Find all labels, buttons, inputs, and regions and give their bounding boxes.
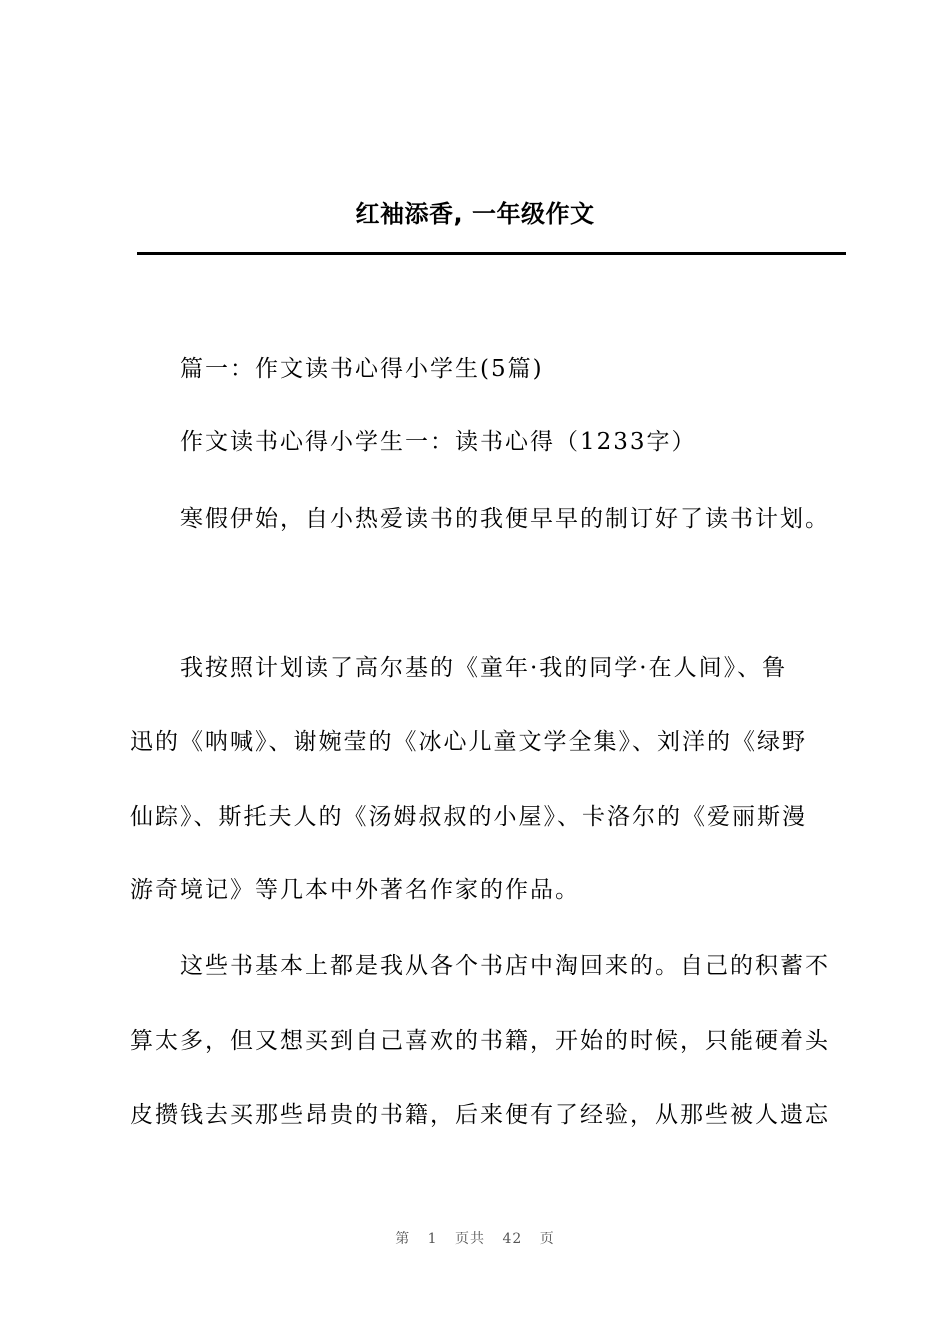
section-heading: 篇一：作文读书心得小学生(5篇)	[180, 356, 544, 382]
footer-total-pages: 42	[502, 1231, 523, 1247]
footer-page-number: 1	[427, 1231, 438, 1247]
footer-middle: 页共	[455, 1231, 486, 1247]
title-divider	[137, 252, 846, 255]
paragraph-line: 游奇境记》等几本中外著名作家的作品。	[130, 877, 580, 903]
page-footer	[0, 1228, 950, 1250]
paragraph-line: 我按照计划读了高尔基的《童年·我的同学·在人间》、鲁	[180, 655, 788, 681]
paragraph-line: 这些书基本上都是我从各个书店中淘回来的。自己的积蓄不	[180, 953, 830, 979]
subsection-heading: 作文读书心得小学生一：读书心得（1233字）	[180, 429, 697, 455]
footer-prefix: 第	[395, 1231, 411, 1247]
paragraph-line: 仙踪》、斯托夫人的《汤姆叔叔的小屋》、卡洛尔的《爱丽斯漫	[130, 804, 807, 830]
paragraph-line: 寒假伊始，自小热爱读书的我便早早的制订好了读书计划。	[180, 506, 830, 532]
page-title: 红袖添香, 一年级作文	[355, 200, 595, 228]
paragraph-line: 皮攒钱去买那些昂贵的书籍，后来便有了经验，从那些被人遗忘	[130, 1102, 830, 1128]
paragraph-line: 迅的《呐喊》、谢婉莹的《冰心儿童文学全集》、刘洋的《绿野	[130, 729, 807, 755]
footer-suffix: 页	[539, 1231, 555, 1247]
paragraph-line: 算太多，但又想买到自己喜欢的书籍，开始的时候，只能硬着头	[130, 1028, 830, 1054]
